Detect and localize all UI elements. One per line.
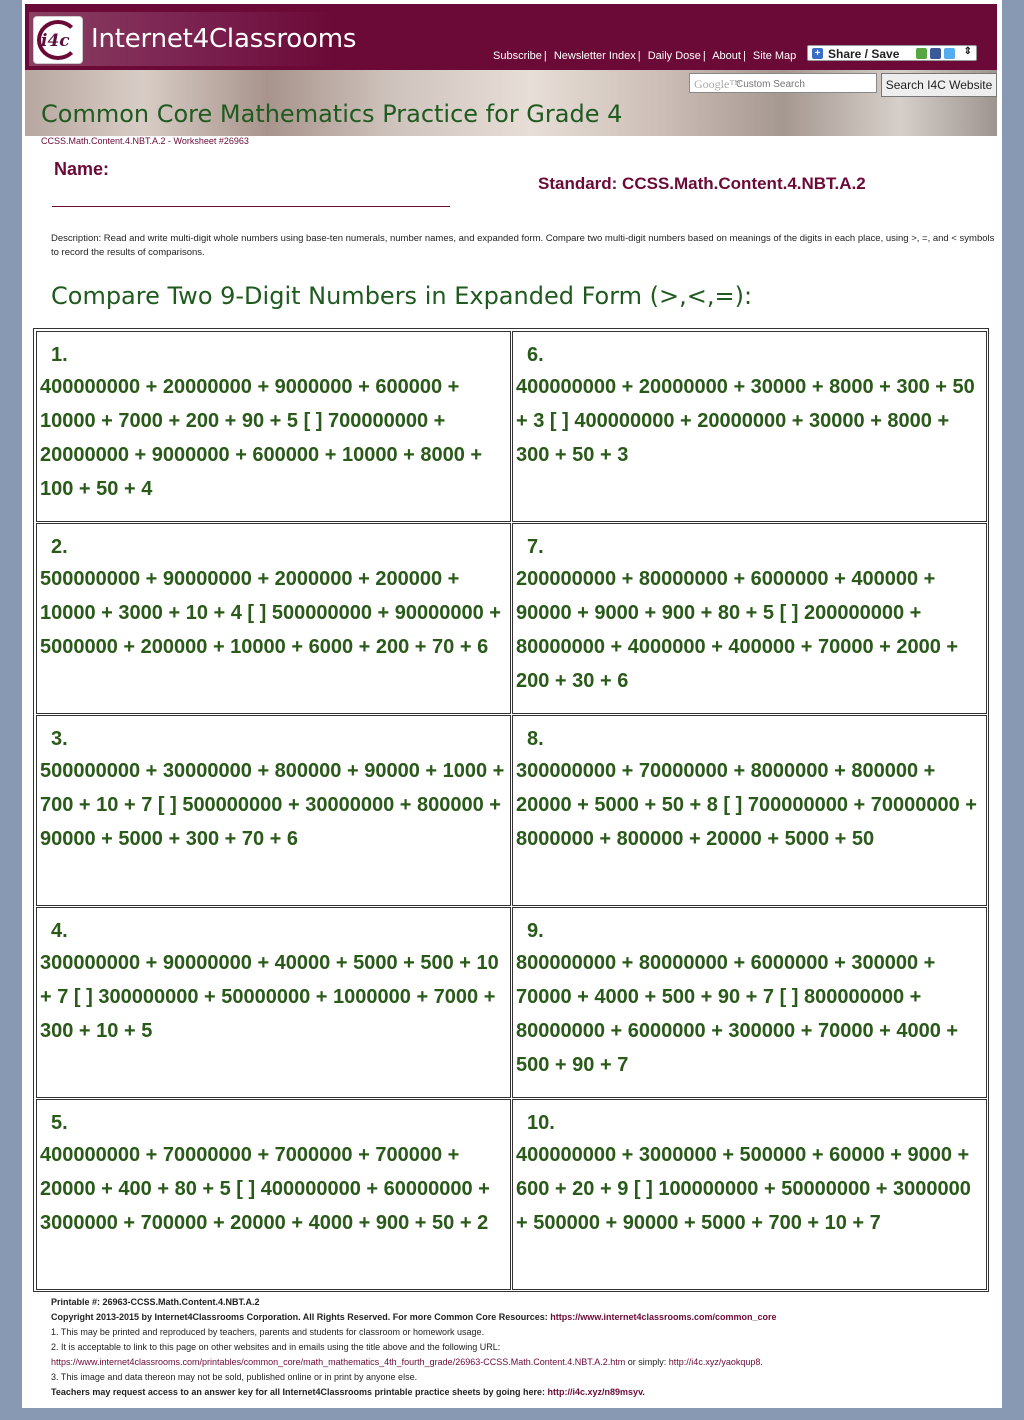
problem-text: 300000000 + 70000000 + 8000000 + 800000 + 20000 + 5000 + 50 + 8 [ ] 700000000 + 70000000 + 8000000 + 800000 + 20000 + 5000 + 50 [516, 760, 977, 850]
nav-subscribe[interactable]: Subscribe [493, 50, 542, 62]
problem-text: 800000000 + 80000000 + 6000000 + 300000 + 70000 + 4000 + 500 + 90 + 7 [ ] 800000000 + 80000000 + 6000000 + 300000 + 70000 + 4000 + 500 + 90 + 7 [516, 952, 959, 1076]
usage-note-3: 3. This image and data thereon may not be sold, published online or in print by anyone else. [51, 1372, 418, 1382]
description: Description: Read and write multi-digit whole numbers using base-ten numerals, number names, and expanded form. Compare two multi-digit numbers based on meanings of the digits in each place, using >, =, and < symbols to record the results of comparisons. [51, 233, 995, 258]
problem-number: 5. [51, 1112, 68, 1134]
problem-text: 200000000 + 80000000 + 6000000 + 400000 + 90000 + 9000 + 900 + 80 + 5 [ ] 200000000 + 80000000 + 4000000 + 400000 + 70000 + 2000 + 200 + 30 + 6 [516, 568, 959, 692]
problem-number: 7. [527, 536, 544, 558]
problem-grid [33, 328, 989, 1292]
problem-number: 10. [527, 1112, 555, 1134]
problem-cell [512, 1099, 987, 1290]
problem-number: 1. [51, 344, 68, 366]
search-input[interactable] [689, 73, 877, 93]
problem-text: 300000000 + 90000000 + 40000 + 5000 + 500 + 10 + 7 [ ] 300000000 + 50000000 + 1000000 + 7000 + 300 + 10 + 5 [40, 952, 499, 1042]
problem-cell [36, 1099, 511, 1290]
usage-note-2: 2. It is acceptable to link to this page on other websites and in emails using the title above and the following URL: [51, 1342, 501, 1352]
problem-cell [36, 715, 511, 906]
site-name: Internet4Classrooms [91, 24, 357, 54]
problem-cell [512, 715, 987, 906]
search-button[interactable]: Search I4C Website [881, 73, 997, 97]
nav-about[interactable]: About [712, 50, 741, 62]
google-logo: Google™ [694, 77, 742, 91]
site-header [25, 4, 997, 136]
facebook-icon [930, 48, 941, 59]
twitter-icon [944, 48, 955, 59]
problem-number: 3. [51, 728, 68, 750]
problem-cell [512, 907, 987, 1098]
name-line [52, 206, 450, 207]
problem-text: 400000000 + 70000000 + 7000000 + 700000 + 20000 + 400 + 80 + 5 [ ] 400000000 + 60000000 + 3000000 + 700000 + 20000 + 4000 + 900 + 50 + 2 [40, 1144, 490, 1234]
page [22, 0, 1002, 1408]
problem-number: 2. [51, 536, 68, 558]
top-navigation: Subscribe | Newsletter Index | Daily Dose | About | Site Map [493, 50, 797, 62]
copyright: Copyright 2013-2015 by Internet4Classrooms Corporation. All Rights Reserved. For more Common Core Resources: https://www.internet4classrooms.com/common_core [51, 1312, 777, 1322]
share-icon [916, 48, 927, 59]
breadcrumb: CCSS.Math.Content.4.NBT.A.2 - Worksheet #26963 [41, 136, 249, 146]
nav-site-map[interactable]: Site Map [752, 50, 797, 62]
answer-key-link[interactable]: http://i4c.xyz/n89msyv. [547, 1387, 645, 1397]
worksheet-url-link[interactable]: https://www.internet4classrooms.com/printables/common_core/math_mathematics_4th_fourth_grade/26963-CCSS.Math.Content.4.NBT.A.2.htm [51, 1357, 626, 1367]
problem-cell [36, 523, 511, 714]
share-plus-icon: + [812, 48, 823, 59]
footer [51, 1295, 995, 1400]
problem-text: 400000000 + 20000000 + 30000 + 8000 + 300 + 50 + 3 [ ] 400000000 + 20000000 + 30000 + 8000 + 300 + 50 + 3 [516, 376, 975, 466]
worksheet-title: Compare Two 9-Digit Numbers in Expanded Form (>,<,=): [51, 282, 753, 310]
chevron-updown-icon: ⇕ [963, 46, 972, 57]
site-logo[interactable] [29, 12, 357, 66]
problem-text: 500000000 + 30000000 + 800000 + 90000 + 1000 + 700 + 10 + 7 [ ] 500000000 + 30000000 + 800000 + 90000 + 5000 + 300 + 70 + 6 [40, 760, 505, 850]
common-core-link[interactable]: https://www.internet4classrooms.com/common_core [550, 1312, 777, 1322]
standard-label: Standard: CCSS.Math.Content.4.NBT.A.2 [538, 174, 866, 193]
share-save-button[interactable]: + Share / Save ⇕ [807, 45, 977, 61]
problem-cell [36, 331, 511, 522]
problem-cell [512, 331, 987, 522]
nav-daily-dose[interactable]: Daily Dose [647, 50, 701, 62]
short-url-link[interactable]: http://i4c.xyz/yaokqup8 [668, 1357, 761, 1367]
problem-number: 6. [527, 344, 544, 366]
problem-number: 9. [527, 920, 544, 942]
problem-number: 8. [527, 728, 544, 750]
problem-cell [36, 907, 511, 1098]
problem-cell [512, 523, 987, 714]
problem-text: 400000000 + 3000000 + 500000 + 60000 + 9000 + 600 + 20 + 9 [ ] 100000000 + 50000000 + 3000000 + 500000 + 90000 + 5000 + 700 + 10 + 7 [516, 1144, 971, 1234]
logo-icon: i4c [33, 16, 83, 64]
usage-note-2-urls: https://www.internet4classrooms.com/printables/common_core/math_mathematics_4th_fourth_grade/26963-CCSS.Math.Content.4.NBT.A.2.htm or simply: http://i4c.xyz/yaokqup8. [51, 1357, 763, 1367]
printable-number: Printable #: 26963-CCSS.Math.Content.4.NBT.A.2 [51, 1297, 260, 1307]
answer-key-note: Teachers may request access to an answer key for all Internet4Classrooms printable practice sheets by going here: http://i4c.xyz/n89msyv. [51, 1387, 645, 1397]
problem-number: 4. [51, 920, 68, 942]
name-label: Name: [54, 159, 110, 179]
nav-newsletter-index[interactable]: Newsletter Index [553, 50, 636, 62]
usage-note-1: 1. This may be printed and reproduced by teachers, parents and students for classroom or homework usage. [51, 1327, 485, 1337]
problem-text: 400000000 + 20000000 + 9000000 + 600000 + 10000 + 7000 + 200 + 90 + 5 [ ] 700000000 + 20000000 + 9000000 + 600000 + 10000 + 8000 + 100 + 50 + 4 [40, 376, 483, 500]
problem-text: 500000000 + 90000000 + 2000000 + 200000 + 10000 + 3000 + 10 + 4 [ ] 500000000 + 90000000 + 5000000 + 200000 + 10000 + 6000 + 200 + 70 + 6 [40, 568, 501, 658]
page-title: Common Core Mathematics Practice for Grade 4 [41, 100, 623, 128]
